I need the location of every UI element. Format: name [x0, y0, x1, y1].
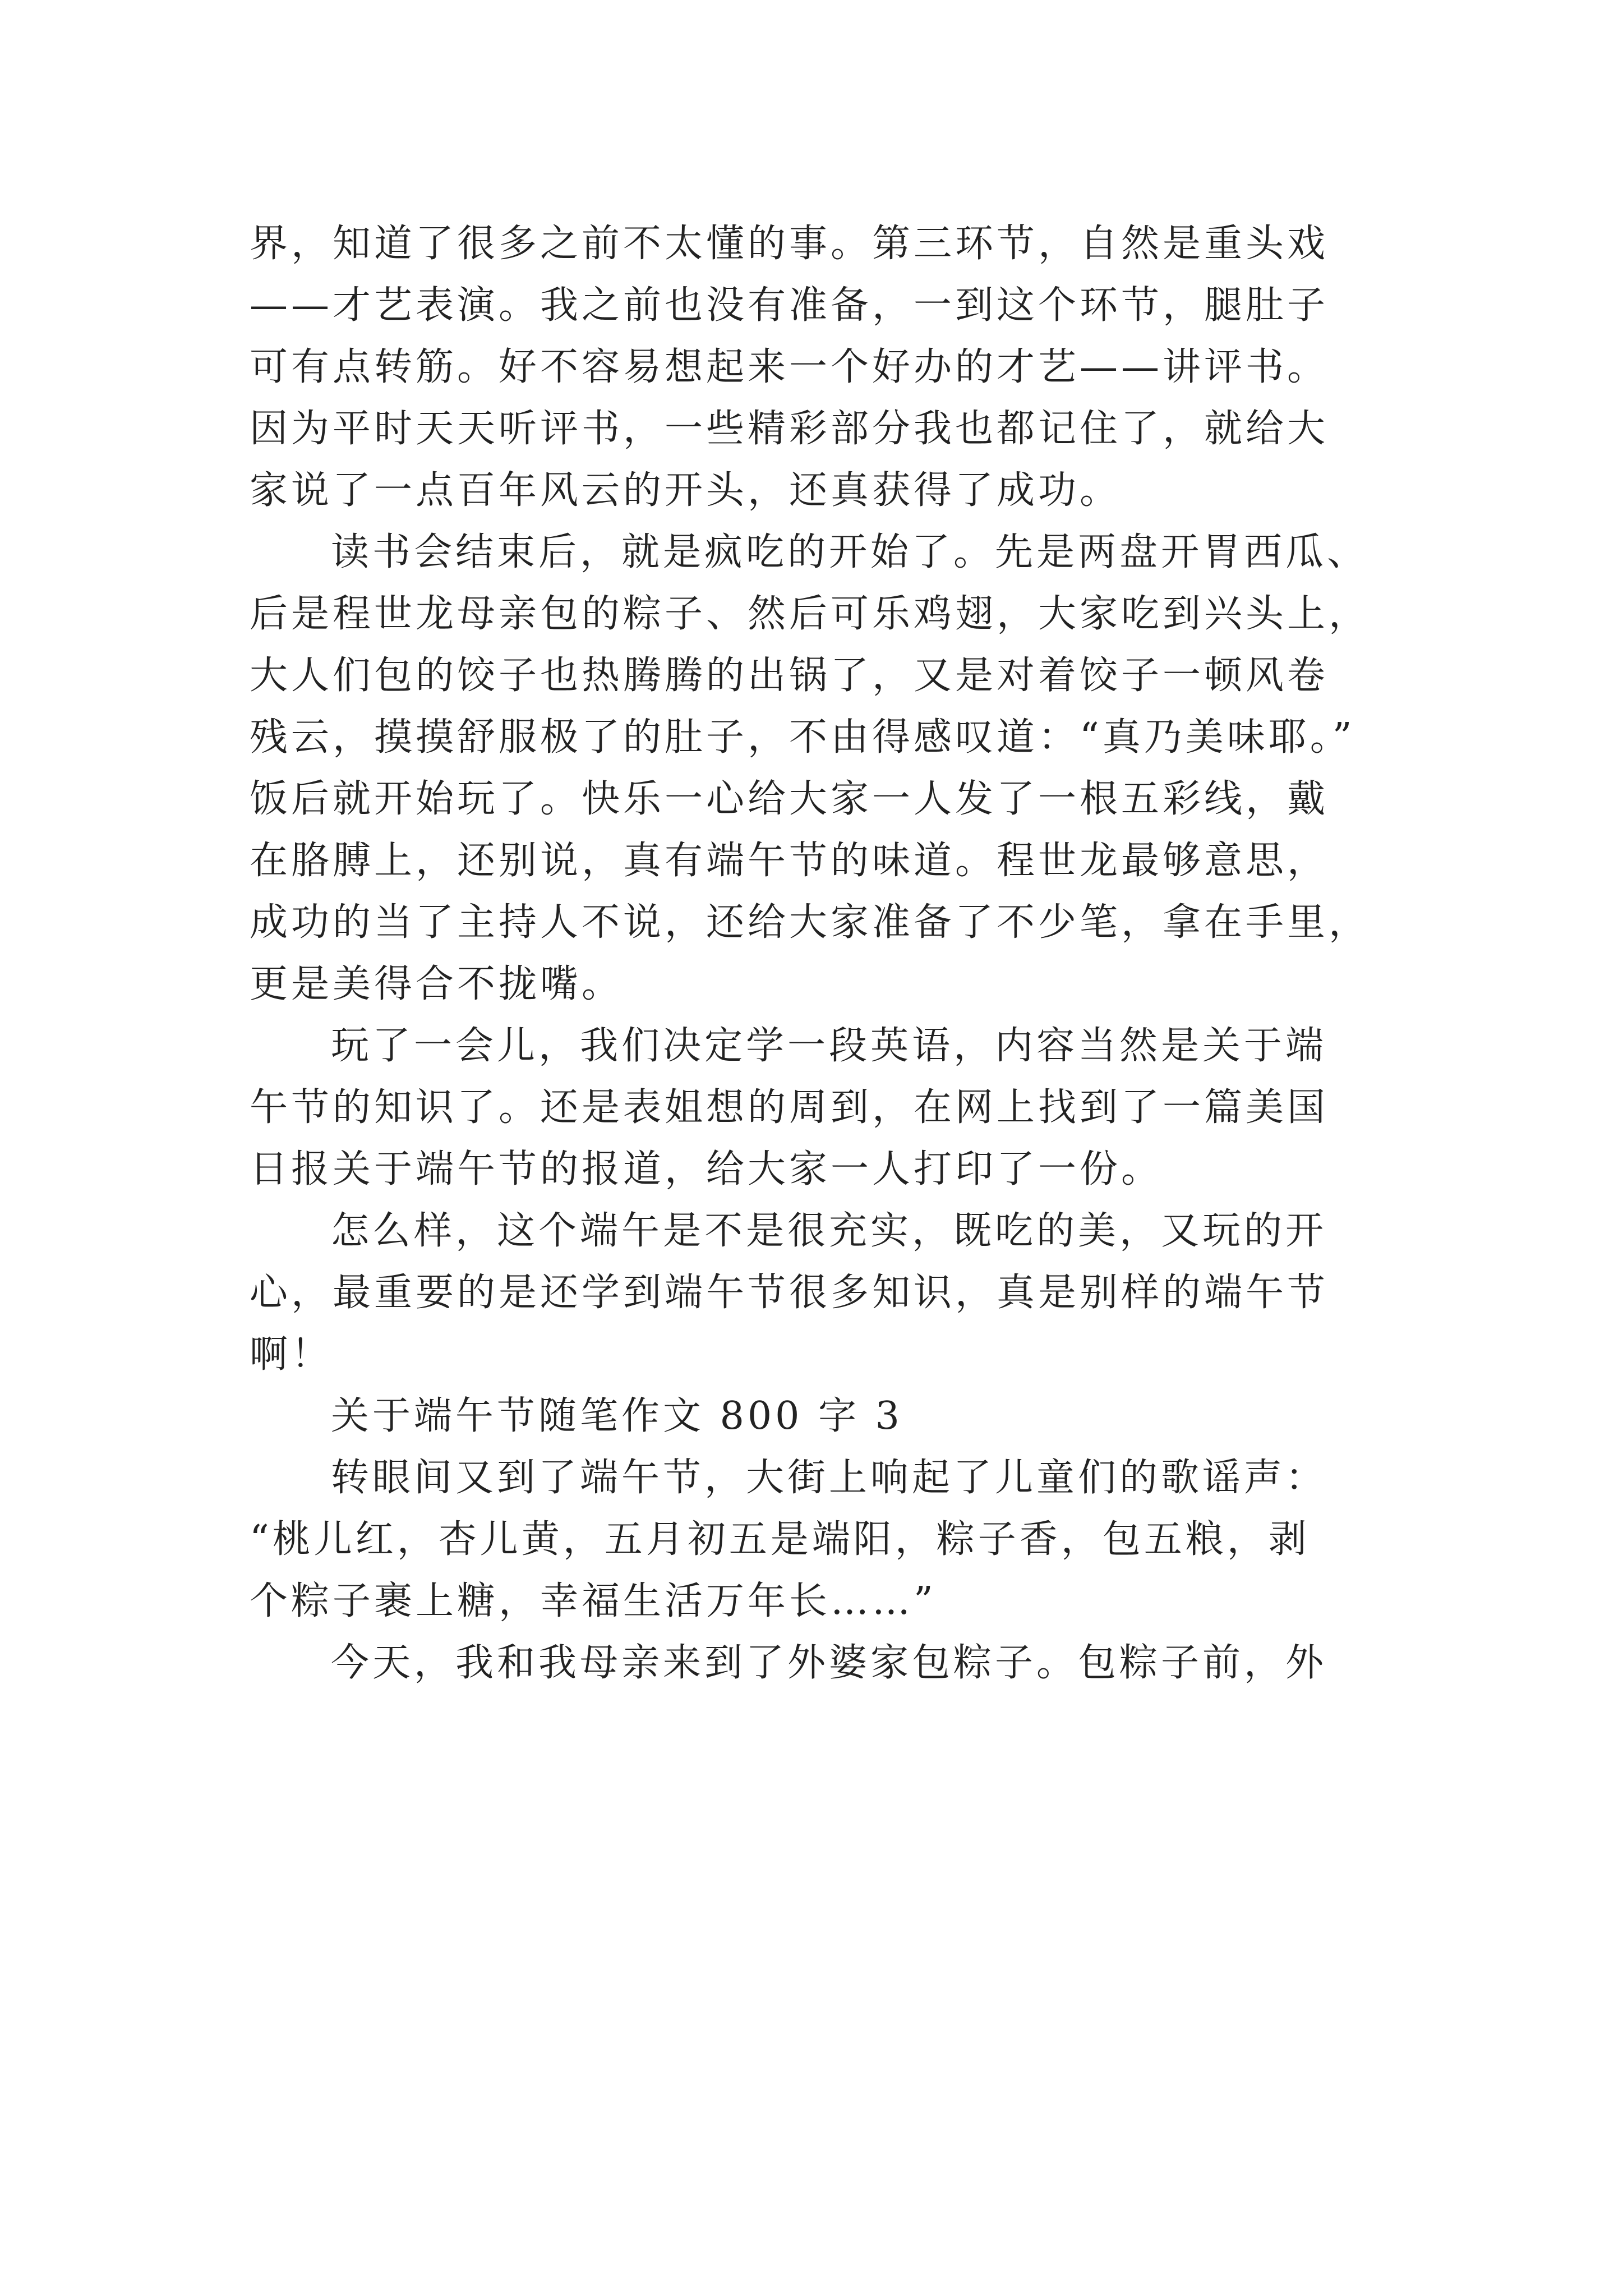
text-line-5: 家说了一点百年风云的开头，还真获得了成功。: [250, 468, 1122, 513]
text-line-8: 大人们包的饺子也热腾腾的出锅了，又是对着饺子一顿风卷: [250, 654, 1329, 698]
text-line-22: “桃儿红，杏儿黄，五月初五是端阳，粽子香，包五粮，剥: [250, 1517, 1310, 1562]
text-line-19: 啊！: [250, 1332, 333, 1377]
document-body: [250, 213, 1394, 1694]
text-line-3: 可有点转筋。好不容易想起来一个好办的才艺——讲评书。: [250, 345, 1329, 389]
paragraph-start-line: 玩了一会儿，我们决定学一段英语，内容当然是关于端: [331, 1024, 1327, 1068]
text-line-4: 因为平时天天听评书，一些精彩部分我也都记住了，就给大: [250, 407, 1329, 451]
paragraph-start-line: 读书会结束后，就是疯吃的开始了。先是两盘开胃西瓜、: [331, 530, 1369, 574]
text-line-9: 残云，摸摸舒服极了的肚子，不由得感叹道：“真乃美味耶。”: [250, 715, 1355, 760]
paragraph-start-line: 怎么样，这个端午是不是很充实，既吃的美，又玩的开: [331, 1209, 1327, 1253]
text-line-18: 心，最重要的是还学到端午节很多知识，真是别样的端午节: [250, 1271, 1329, 1315]
text-line-2: ——才艺表演。我之前也没有准备，一到这个环节，腿肚子: [250, 283, 1329, 328]
text-line-16: 日报关于端午节的报道，给大家一人打印了一份。: [250, 1147, 1163, 1191]
text-line-11: 在胳膊上，还别说，真有端午节的味道。程世龙最够意思，: [250, 839, 1329, 883]
text-line-1: 界，知道了很多之前不太懂的事。第三环节，自然是重头戏: [250, 222, 1329, 266]
text-line-12: 成功的当了主持人不说，还给大家准备了不少笔，拿在手里，: [250, 900, 1371, 945]
text-line-23: 个粽子裹上糖，幸福生活万年长……”: [250, 1579, 937, 1623]
paragraph-start-line: 转眼间又到了端午节，大街上响起了儿童们的歌谣声：: [331, 1456, 1327, 1500]
text-line-7: 后是程世龙母亲包的粽子、然后可乐鸡翅，大家吃到兴头上，: [250, 592, 1371, 636]
text-line-15: 午节的知识了。还是表姐想的周到，在网上找到了一篇美国: [250, 1085, 1329, 1130]
paragraph-start-line: 今天，我和我母亲来到了外婆家包粽子。包粽子前，外: [331, 1641, 1327, 1685]
section-heading: 关于端午节随笔作文 800 字 3: [331, 1394, 903, 1438]
text-line-10: 饭后就开始玩了。快乐一心给大家一人发了一根五彩线，戴: [250, 777, 1329, 821]
text-line-13: 更是美得合不拢嘴。: [250, 962, 624, 1006]
